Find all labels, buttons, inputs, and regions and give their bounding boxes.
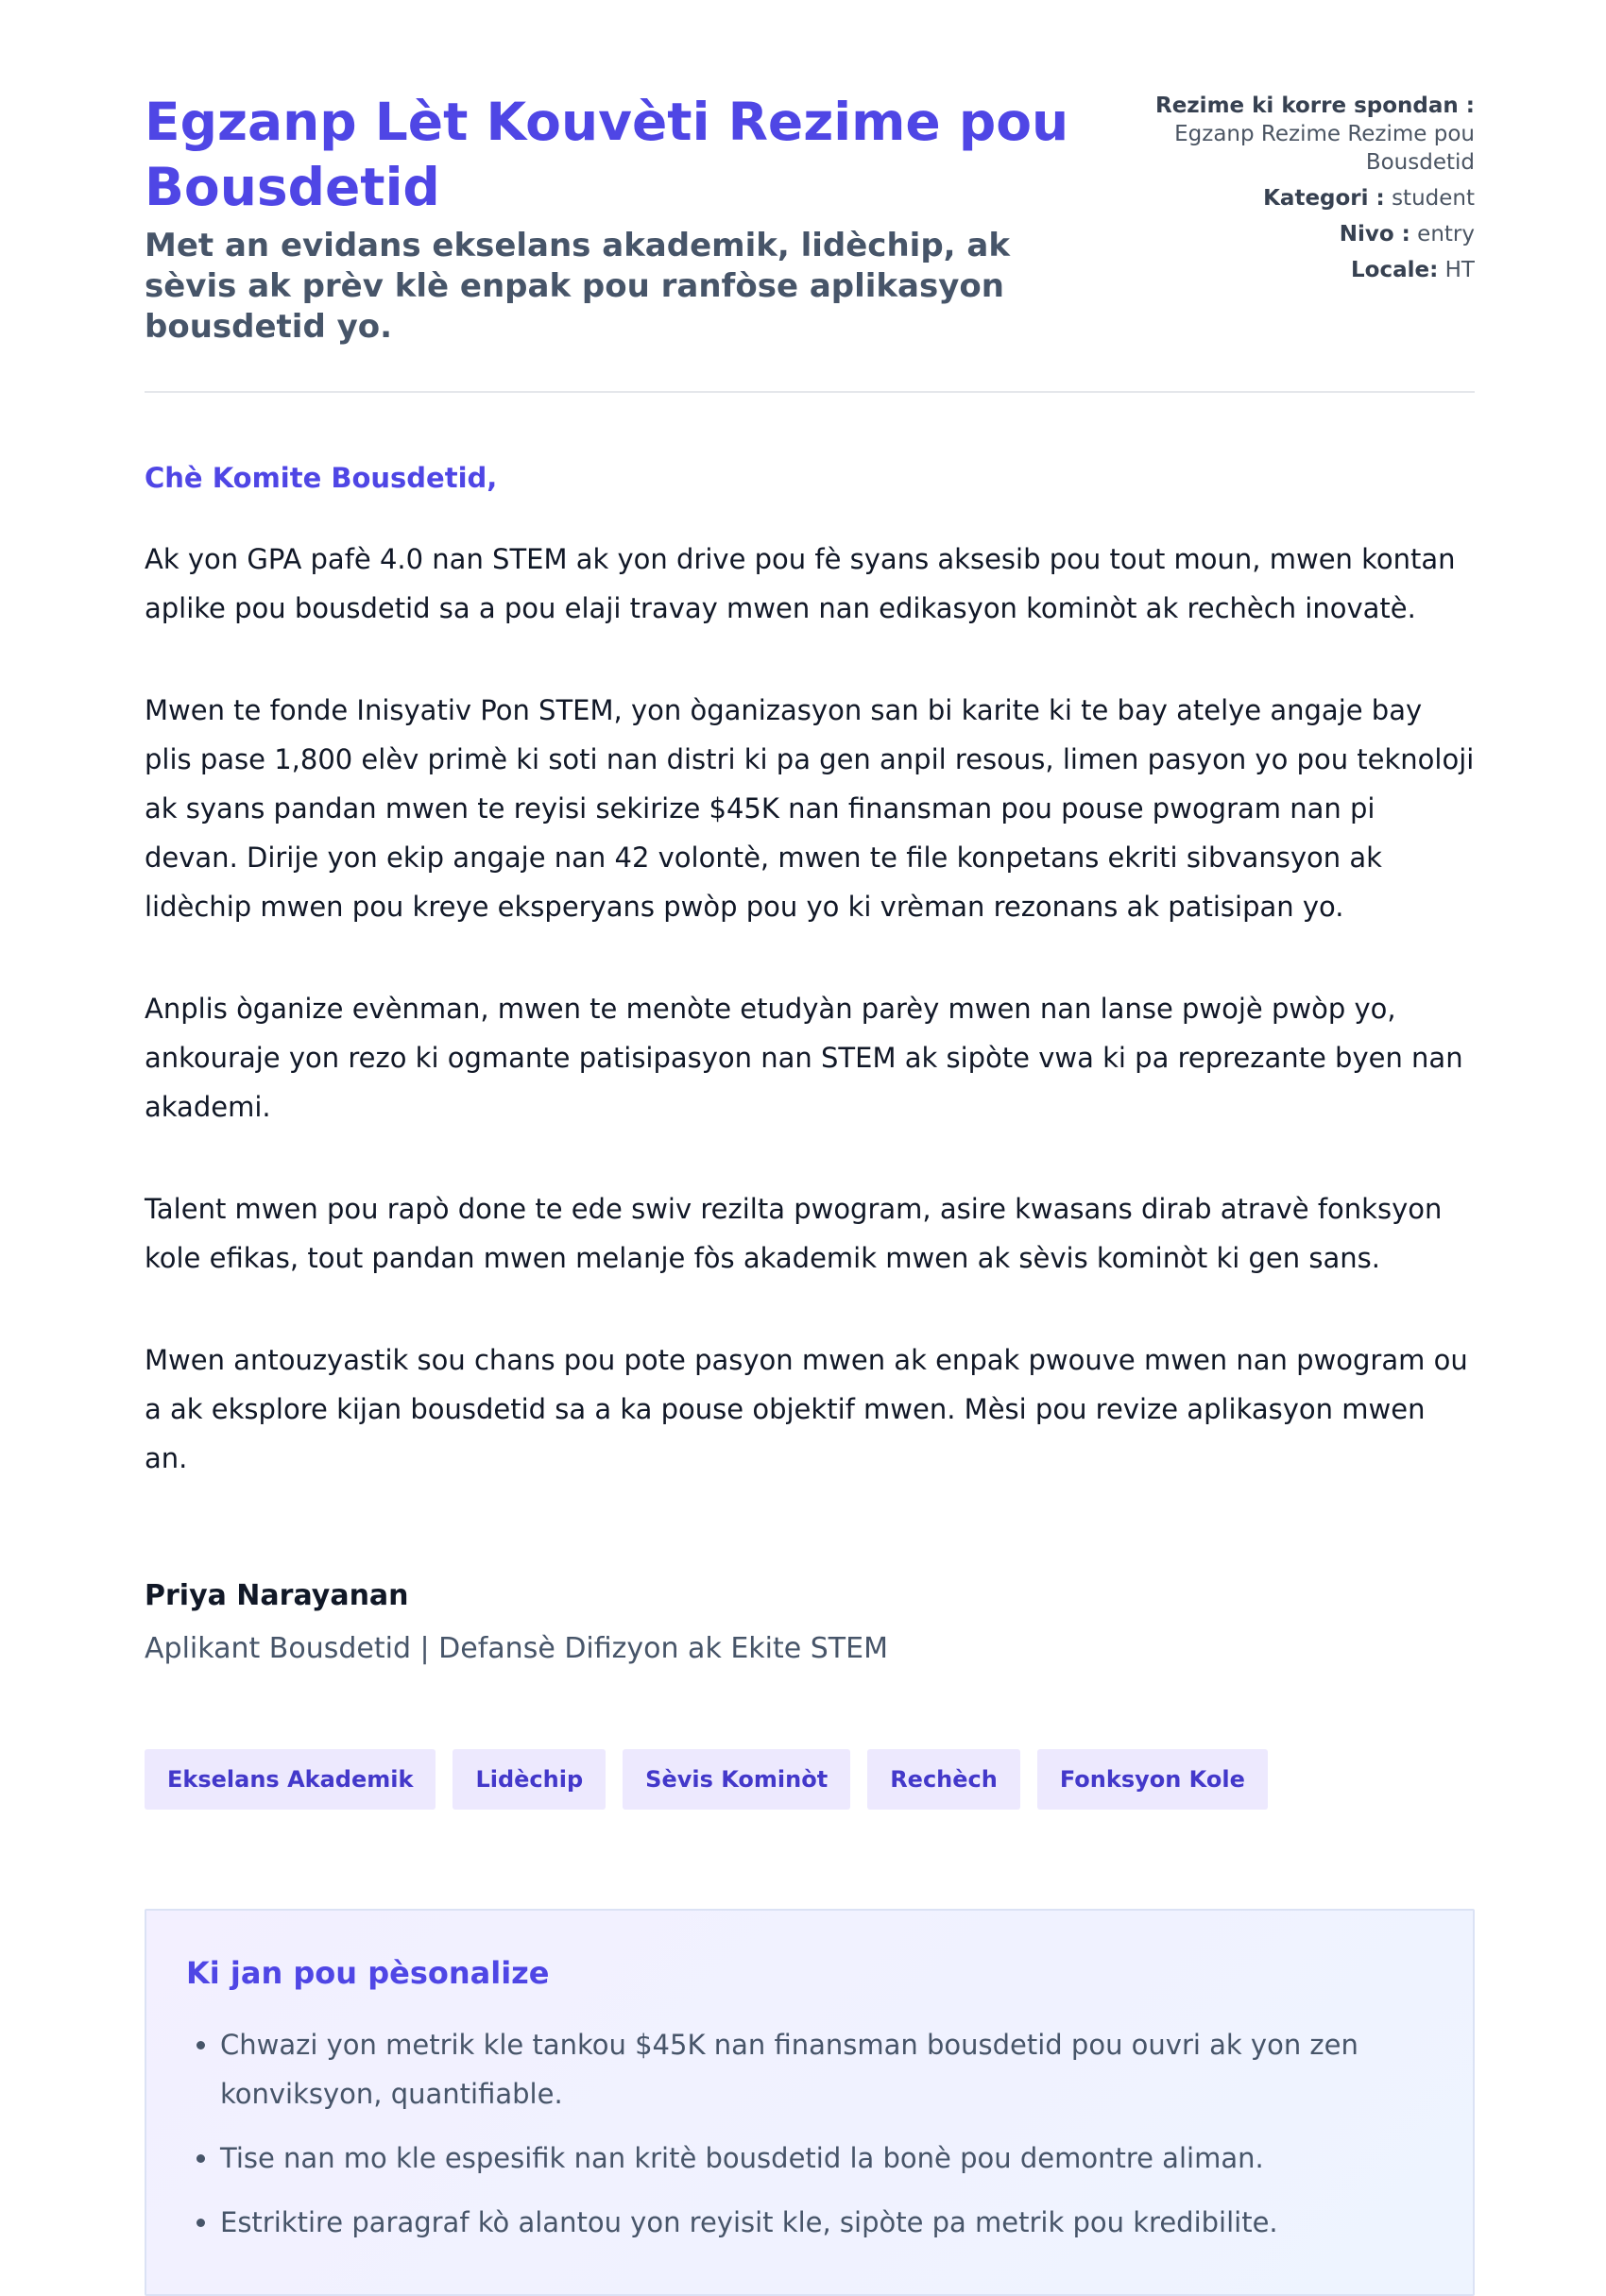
tips-list — [186, 2020, 1433, 2247]
tag-chip[interactable]: Rechèch — [867, 1749, 1020, 1810]
page-subtitle: Met an evidans ekselans akademik, lidèchip, ak sèvis ak prèv klè enpak pou ranfòse aplikasyon bousdetid yo. — [145, 227, 1010, 346]
page-title: Egzanp Lèt Kouvèti Rezime pou Bousdetid — [145, 92, 1069, 217]
letter-paragraph: Ak yon GPA pafè 4.0 nan STEM ak yon drive pou fè syans aksesib pou tout moun, mwen kontan aplike pou bousdetid sa a pou elaji travay mwen nan edikasyon kominòt ak rechèch inovatè. — [145, 543, 1456, 624]
customization-tips-box — [145, 1909, 1475, 2296]
meta-panel — [1135, 90, 1475, 292]
header-title-block — [145, 90, 1089, 348]
meta-locale-label: Locale: — [1351, 258, 1439, 282]
tips-item: • Estriktire paragraf kò alantou yon reyisit kle, sipòte pa metrik pou kredibilite. — [220, 2198, 1433, 2247]
meta-locale — [1135, 256, 1475, 284]
tag-chip[interactable]: Fonksyon Kole — [1037, 1749, 1268, 1810]
tips-item: • Tise nan mo kle espesifik nan kritè bousdetid la bonè pou demontre aliman. — [220, 2134, 1433, 2183]
tips-item: • Chwazi yon metrik kle tankou $45K nan finansman bousdetid pou ouvri ak yon zen konviksyon, quantifiable. — [220, 2020, 1433, 2118]
meta-level-value: entry — [1417, 222, 1475, 247]
meta-category-label: Kategori : — [1263, 186, 1385, 211]
letter-paragraph: Anplis òganize evènman, mwen te menòte etudyàn parèy mwen nan lanse pwojè pwòp yo, ankouraje yon rezo ki ogmante patisipasyon nan STEM ak sipòte vwa ki pa reprezante byen nan akademi. — [145, 993, 1463, 1123]
cover-letter-page — [145, 90, 1475, 2296]
signature-name: Priya Narayanan — [145, 1579, 409, 1612]
tag-chip[interactable]: Sèvis Kominòt — [623, 1749, 850, 1810]
tag-chip[interactable]: Lidèchip — [453, 1749, 606, 1810]
meta-resume-label: Rezime ki korre spondan : — [1154, 94, 1475, 118]
signature-block — [145, 1577, 1475, 1668]
meta-category — [1135, 184, 1475, 213]
tag-list — [145, 1749, 1475, 1810]
meta-category-value: student — [1392, 186, 1475, 211]
tag-chip[interactable]: Ekselans Akademik — [145, 1749, 436, 1810]
letter-paragraph: Mwen te fonde Inisyativ Pon STEM, yon òganizasyon san bi karite ki te bay atelye angaje bay plis pase 1,800 elèv primè ki soti nan distri ki pa gen anpil resous, limen pasyon yo pou teknoloji ak syans pandan mwen te reyisi sekirize $45K nan finansman pou pouse pwogram nan pi devan. Dirije yon ekip angaje nan 42 volontè, mwen te file konpetans ekriti sibvansyon ak lidèchip mwen pou kreye eksperyans pwòp pou yo ki vrèman rezonans ak patisipan yo. — [145, 694, 1475, 923]
meta-level — [1135, 220, 1475, 248]
meta-locale-value: HT — [1444, 258, 1475, 282]
letter-paragraph: Mwen antouzyastik sou chans pou pote pasyon mwen ak enpak pwouve mwen nan pwogram ou a ak eksplore kijan bousdetid sa a ka pouse objektif mwen. Mèsi pou revize aplikasyon mwen an. — [145, 1344, 1468, 1474]
page-header — [145, 90, 1475, 393]
signature-role: Aplikant Bousdetid | Defansè Difizyon ak Ekite STEM — [145, 1632, 888, 1665]
letter-paragraph: Talent mwen pou rapò done te ede swiv rezilta pwogram, asire kwasans dirab atravè fonksyon kole efikas, tout pandan mwen melanje fòs akademik mwen ak sèvis kominòt ki gen sans. — [145, 1193, 1443, 1274]
meta-resume-link[interactable]: Egzanp Rezime Rezime pou Bousdetid — [1174, 122, 1475, 175]
letter-salutation: Chè Komite Bousdetid, — [145, 462, 498, 494]
meta-resume — [1135, 92, 1475, 177]
tips-title: Ki jan pou pèsonalize — [186, 1955, 550, 1991]
meta-level-label: Nivo : — [1339, 222, 1410, 247]
